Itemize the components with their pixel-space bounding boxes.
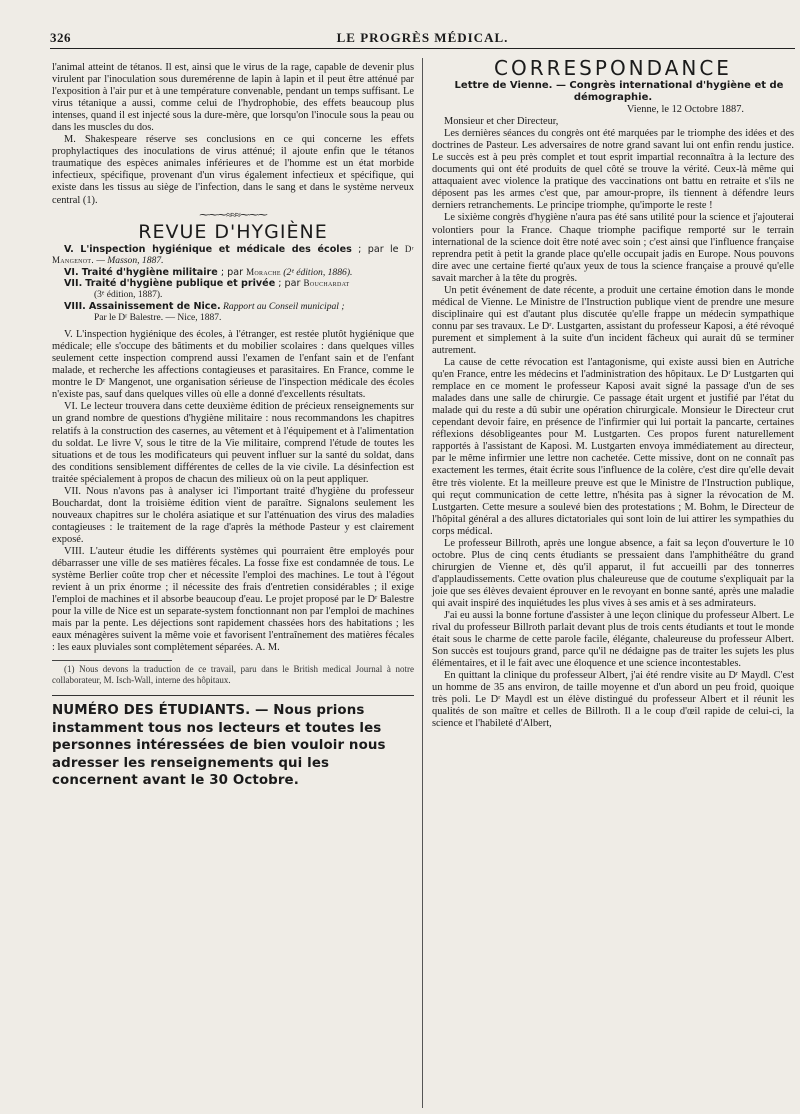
book-entry: V. L'inspection hygiénique et médicale des écoles ; par le Dʳ Mangenot. — Masson, 1887.	[52, 243, 414, 267]
journal-title: LE PROGRÈS MÉDICAL.	[336, 30, 509, 45]
book-entry: VI. Traité d'hygiène militaire ; par Morache (2ᵉ édition, 1886).	[64, 266, 353, 278]
review-paragraph: VI. Le lecteur trouvera dans cette deuxième édition de précieux renseignements sur un grand nombre de questions d'hygiène militaire : nous recommandons les chapitres relatifs à la construction des casernes, au vêtement et à l'équipement et à l'alimentation du soldat. Le livre V, sous le titre de la Vie militaire, comprend l'étude de toutes les situations et de tous les modificateurs qui peuvent influer sur la santé du soldat, dans des conditions sensiblement différentes de celles de la vie civile. La désinfection est traitée spécialement à propos de chacun des milieux où on la peut appliquer.	[52, 401, 414, 485]
letter-dateline: Vienne, le 12 Octobre 1887.	[626, 104, 744, 116]
letter-paragraph: Le sixième congrès d'hygiène n'aura pas été sans utilité pour la science et j'ajouterai volontiers pour la France. Chaque triomphe pacifique remporté sur le terrain international de la science doit être noté avec soin ; c'est ainsi que l'influence française reprendra petit à petit la grande place qu'elle occupait jadis en Europe. Nous pouvons dire avec une certaine fierté qu'aux yeux de tous la science française a prouvé qu'elle savait marcher à la tête du progrès.	[432, 212, 794, 284]
section-title-correspondance: CORRESPONDANCE	[494, 56, 732, 80]
book-list	[52, 244, 414, 325]
intro-paragraph: M. Shakespeare réserve ses conclusions en ce qui concerne les effets prophylactiques des inoculations de virus atténué; il ajoute enfin que le tétanos traumatique des espèces animales inférieures et de l'homme est un état morbide infectieux, spécifique, provenant d'un virus également infectieux et spécifique, qui existe dans les tissus au siège de l'infection, dans le sang et dans le système nerveux central (1).	[52, 134, 414, 206]
left-column	[52, 62, 414, 790]
footnote: (1) Nous devons la traduction de ce travail, paru dans le British medical Journal à notre collaborateur, M. Isch-Wall, interne des hôpitaux.	[52, 664, 414, 685]
letter-paragraph: J'ai eu aussi la bonne fortune d'assister à une leçon clinique du professeur Albert. Le rival du professeur Billroth parlait devant plus de trois cents étudiants et tout le monde était sous le charme de cette parole facile, élégante, chaleureuse du professeur Albert. Son succès est toujours grand, parce qu'il ne dédaigne pas de traiter les sujets les plus élémentaires, et il le fait avec une éloquence et une science incontestables.	[432, 610, 794, 670]
intro-paragraph: l'animal atteint de tétanos. Il est, ainsi que le virus de la rage, capable de devenir plus virulent par l'inoculation sous duremérenne de lapin à lapin et il peut être atténué par l'exposition à l'air pur et à une température convenable, pendant un temps suffisant. Le virus tétanique a aussi, comme celui de l'hydrophobie, des effets beaucoup plus intenses, quand il est injecté sous la dure-mère, que lorsqu'on l'inocule sous la peau ou dans les muscles du dos.	[52, 62, 414, 134]
footnote-rule	[52, 660, 172, 661]
ornament-divider: ⁓⁓⁓≈≈≈⁓⁓⁓	[199, 209, 267, 221]
letter-salutation: Monsieur et cher Directeur,	[444, 116, 559, 128]
page-number: 326	[50, 30, 71, 45]
letter-paragraph: Un petit événement de date récente, a produit une certaine émotion dans le monde médical de Vienne. Le Ministre de l'Instruction publique vient de prendre une mesure disciplinaire qui est d'autant plus discutée qu'elle frappe un médecin sympathique connu par ses travaux. Le Dʳ. Lustgarten, assistant du professeur Kaposi, a été révoqué purement et simplement à la suite d'un incident fâcheux qui aurait dû se terminer autrement.	[432, 284, 794, 356]
letter-paragraph: La cause de cette révocation est l'antagonisme, qui existe aussi bien en Autriche qu'en France, entre les médecins et l'administration des hôpitaux. Le Dʳ Lustgarten qui remplace en ce moment le professeur Kaposi avait signé la passage d'un de ses malades dans une salle de chirurgie. Ce passage était urgent et justifié par l'état du malade qui du reste a dû subir une opération chirurgicale. Monsieur le Directeur crut cependant devoir faire, en présence de l'infirmier qui lui portait la pancarte, certaines réflexions désobligeantes pour M. Lustgarten. Ces propos furent naturellement rapportés à l'assistant de Kaposi. M. Lustgarten envoya immédiatement au directeur, par le même infirmier une lettre non cachetée. Cette missive, dont on ne connaît pas exactement les termes, était écrite sous l'influence de la colère, c'est dire qu'elle devait être très violente. Et la meilleure preuve est que le Ministre de l'Instruction publique, qui reçut communication de cette lettre, n'hésita pas à signer la révocation de M. Lustgarten. Cette mesure a soulevé bien des protestations ; M. Bohm, le Directeur de l'hôpital général a des allures dictatoriales qui sont loin de lui attirer les sympathies du corps médical.	[432, 357, 794, 537]
letter-title: Lettre de Vienne. — Congrès international d'hygiène et de démographie.	[454, 80, 784, 104]
right-column	[432, 56, 794, 730]
letter-paragraph: En quittant la clinique du professeur Albert, j'ai été rendre visite au Dʳ Maydl. C'est un homme de 35 ans environ, de taille moyenne et d'un abord un peu froid, quoique très poli. Le Dʳ Maydl est un élève distingué du professeur Albert et il réunit les qualités de son maître et celles de Billroth. Il a le coup d'œil rapide de celui-ci, la science et l'habileté d'Albert,	[432, 670, 794, 730]
column-divider	[422, 58, 423, 1108]
book-entry: VIII. Assainissement de Nice. Rapport au Conseil municipal ; Par le Dʳ Balestre. — Nice, 1887.	[64, 301, 345, 323]
book-entry: VII. Traité d'hygiène publique et privée ; par Bouchardat (3ᵉ édition, 1887).	[64, 278, 350, 300]
review-paragraph: V. L'inspection hygiénique des écoles, à l'étranger, est restée plutôt hygiénique que médicale; elle s'occupe des bâtiments et du mobilier scolaires : dans quelques villes seulement cette inspection comprend aussi l'examen de l'enfant sain et de l'enfant malade, et recherche les affections contagieuses et parasitaires. En France, comme le montre le Dʳ Mangenot, une organisation sérieuse de l'inspection médicale des écoles n'existe pas, sauf dans quelques villes où elle a donné d'excellents résultats.	[52, 329, 414, 401]
review-paragraph: VIII. L'auteur étudie les différents systèmes qui pourraient être employés pour débarrasser une ville de ses matières fécales. La fosse fixe est condamnée de tous. Le système Berlier coûte trop cher et nécessite l'emploi des machines. Le tout à l'égout revient à un prix énorme ; il nécessite des frais d'entretien considérables ; il exige l'emploi de machines et il absorbe beaucoup d'eau. Le projet proposé par le Dʳ Balestre pour la ville de Nice est un separate-system fonctionnant non par l'emploi de machines mais par la pente. Les déjections sont rapidement chassées hors des habitations ; les eaux ménagères suivent la même voie et favorisent l'entraînement des matières fécales : les eaux pluviales sont complètement séparées. A. M.	[52, 546, 414, 654]
students-notice: NUMÉRO DES ÉTUDIANTS. — Nous prions instamment tous nos lecteurs et toutes les personnes intéressées de bien vouloir nous adresser les renseignements qui les concernent avant le 30 Octobre.	[52, 695, 414, 790]
letter-paragraph: Le professeur Billroth, après une longue absence, a fait sa leçon d'ouverture le 10 octobre. Plus de cinq cents étudiants se pressaient dans l'amphithéâtre du grand chirurgien de Vienne et, dès qu'il apparut, il fut accueilli par des tonnerres d'applaudissements. Cette ovation plus chaleureuse que de coutume s'expliquait par la joie que ses élèves devaient éprouver en le revoyant en bonne santé, après une maladie qui avait inspiré des inquiétudes les plus vives à ses amis et à ses admirateurs.	[432, 537, 794, 609]
letter-paragraph: Les dernières séances du congrès ont été marquées par le triomphe des idées et des doctrines de Pasteur. Les adversaires de notre grand savant lui ont enfin rendu justice. Le succès est à peu près complet et tout esprit impartial reconnaîtra à la lecture des documents qui ont été produits de quel côté se trouve la vérité. Ceux-là même qui attaquaient avec violence la pratique des vaccinations ont battu en retraite et s'ils ne déposent pas les armes c'est que, par amour-propre, ils tiennent à défendre leurs derniers retranchements. Le principe triomphe, qu'importe le reste !	[432, 128, 794, 212]
page-header	[50, 30, 795, 49]
review-paragraph: VII. Nous n'avons pas à analyser ici l'important traité d'hygiène du professeur Bouchardat, dont la troisième édition vient de paraître. Signalons seulement les nouveaux chapitres sur le choléra asiatique et sur l'atténuation des virus des maladies contagieuses : le traitement de la rage d'après la méthode Pasteur y est clairement exposé.	[52, 485, 414, 545]
section-title-hygiene: REVUE D'HYGIÈNE	[138, 220, 328, 243]
